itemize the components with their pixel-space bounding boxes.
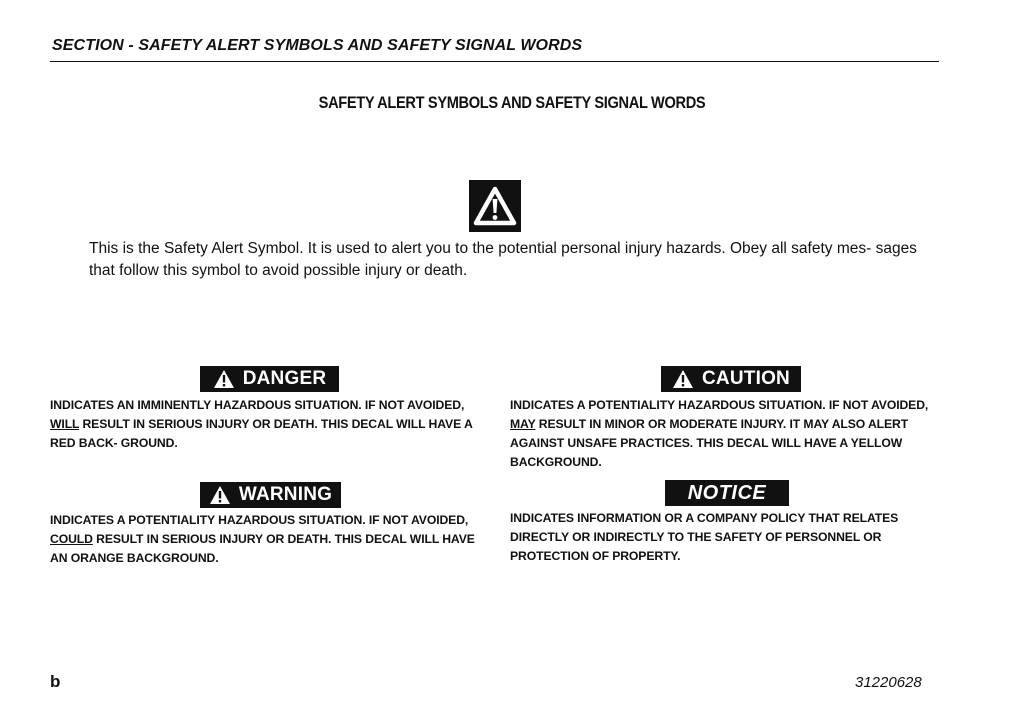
warning-description (50, 511, 480, 568)
danger-label (200, 366, 339, 392)
warning-triangle-icon (209, 485, 231, 505)
notice-description: INDICATES INFORMATION OR A COMPANY POLICY THAT RELATES DIRECTLY OR INDIRECTLY TO THE SAFETY OF PERSONNEL OR PROTECTION OF PROPERTY. (510, 511, 899, 563)
warning-label (200, 482, 341, 508)
document-number: 31220628 (855, 674, 922, 691)
notice-label-text: NOTICE (687, 481, 767, 504)
caution-description (510, 396, 940, 472)
caution-description-text: INDICATES A POTENTIALITY HAZARDOUS SITUATION. IF NOT AVOIDED, (510, 398, 929, 412)
intro-paragraph: This is the Safety Alert Symbol. It is used to alert you to the potential personal injury hazards. Obey all safety mes- sages that follow this symbol to avoid possible injury or death. (89, 240, 917, 279)
caution-description-text-end: RESULT IN MINOR OR MODERATE INJURY. IT MAY ALSO ALERT AGAINST UNSAFE PRACTICES. THIS DECAL WILL HAVE A YELLOW BACKGROUND. (510, 417, 909, 469)
danger-description-text: INDICATES AN IMMINENTLY HAZARDOUS SITUATION. IF NOT AVOIDED, (50, 398, 465, 412)
caution-keyword: MAY (510, 417, 536, 431)
warning-triangle-icon (213, 369, 235, 389)
danger-description-text-end: RESULT IN SERIOUS INJURY OR DEATH. THIS DECAL WILL HAVE A RED BACK- GROUND. (50, 417, 473, 450)
warning-description-text: INDICATES A POTENTIALITY HAZARDOUS SITUATION. IF NOT AVOIDED, (50, 513, 469, 527)
caution-label (661, 366, 801, 392)
danger-keyword: WILL (50, 417, 80, 431)
page-title: SAFETY ALERT SYMBOLS AND SAFETY SIGNAL WORDS (318, 93, 706, 112)
warning-description-text-end: RESULT IN SERIOUS INJURY OR DEATH. THIS DECAL WILL HAVE AN ORANGE BACKGROUND. (50, 532, 475, 565)
warning-keyword: COULD (50, 532, 93, 546)
page-letter: b (50, 672, 61, 691)
danger-description (50, 396, 480, 453)
safety-alert-triangle-icon (469, 180, 521, 232)
notice-label (665, 480, 789, 506)
section-header: SECTION - SAFETY ALERT SYMBOLS AND SAFETY SIGNAL WORDS (52, 37, 583, 54)
warning-label-text: WARNING (238, 484, 333, 505)
danger-label-text: DANGER (242, 368, 327, 389)
header-divider (50, 61, 939, 62)
caution-label-text: CAUTION (702, 368, 790, 389)
warning-triangle-icon (672, 369, 694, 389)
